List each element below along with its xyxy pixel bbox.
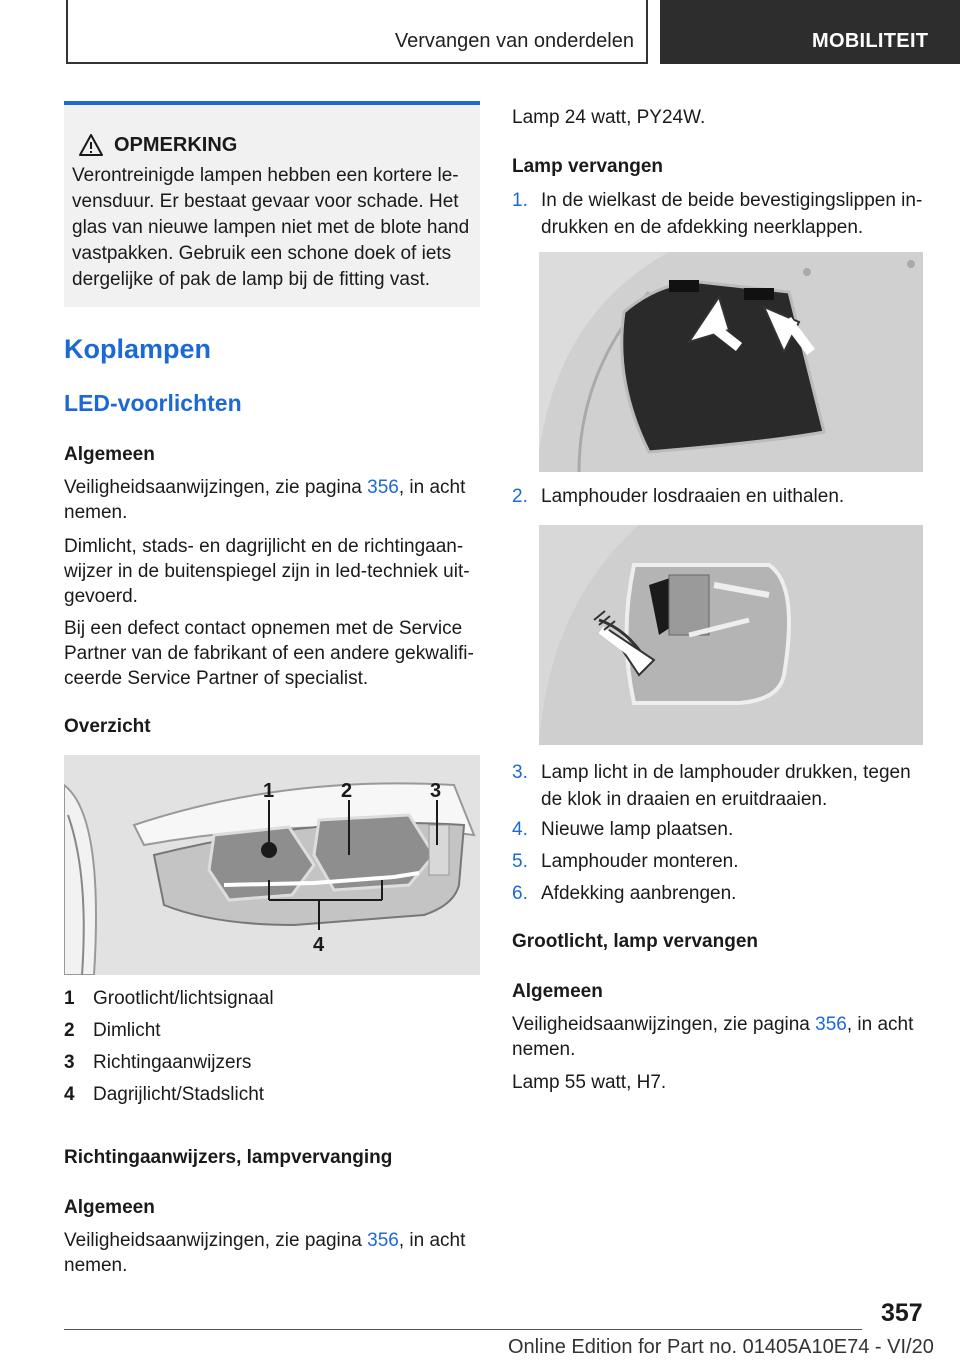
step-item: [512, 483, 930, 510]
step-text: Lamp licht in de lamphouder drukken, tegen de klok in draaien en eruitdraaien.: [541, 762, 911, 810]
safety-text-pre: Veiligheidsaanwijzingen, zie pagina: [64, 477, 368, 498]
callout-3: 3: [430, 780, 442, 802]
legend-text: Richtingaanwijzers: [93, 1052, 252, 1073]
heading-overzicht: Overzicht: [64, 716, 151, 737]
legend-item: [64, 1052, 251, 1074]
step-item: [512, 848, 930, 875]
step-number: 4.: [512, 819, 528, 840]
safety-text-post: , in acht nemen.: [64, 1230, 466, 1276]
step-item: [512, 880, 930, 907]
lamp-spec-24w: Lamp 24 watt, PY24W.: [512, 107, 706, 128]
safety-text-pre: Veiligheidsaanwijzingen, zie pagina: [64, 1230, 368, 1251]
safety-text-pre: Veiligheidsaanwijzingen, zie pagina: [512, 1014, 816, 1035]
cover-removal-figure: [539, 252, 923, 472]
header-chapter-label: MOBILITEIT: [812, 30, 929, 52]
legend-number: 3: [64, 1052, 75, 1073]
legend-item: [64, 988, 274, 1010]
heading-led-voorlichten: LED-voorlichten: [64, 390, 242, 416]
step-text: Lamphouder monteren.: [541, 851, 739, 872]
heading-algemeen-3: Algemeen: [512, 981, 603, 1002]
safety-note-1: [64, 475, 474, 525]
heading-richtingaanwijzers: Richtingaanwijzers, lampvervanging: [64, 1147, 393, 1168]
step-number: 1.: [512, 190, 528, 211]
step-item: [512, 759, 930, 813]
safety-text-post: , in acht nemen.: [64, 477, 466, 523]
callout-4: 4: [313, 934, 325, 956]
step-item: [512, 816, 930, 843]
heading-koplampen: Koplampen: [64, 334, 212, 364]
legend-item: [64, 1020, 161, 1042]
heading-grootlicht: Grootlicht, lamp vervangen: [512, 931, 758, 952]
header-section-box: [66, 0, 648, 64]
note-title: OPMERKING: [114, 133, 238, 156]
step-text: Afdekking aanbrengen.: [541, 883, 737, 904]
footer-divider: [64, 1329, 862, 1330]
step-number: 6.: [512, 883, 528, 904]
header-chapter-tab[interactable]: [660, 0, 960, 64]
safety-text-post: , in acht nemen.: [512, 1014, 914, 1060]
step-text: Nieuwe lamp plaatsen.: [541, 819, 734, 840]
lamp-holder-figure: [539, 525, 923, 745]
heading-lamp-vervangen: Lamp vervangen: [512, 156, 663, 177]
paragraph-service: Bij een defect contact opnemen met de Service Partner van de fabrikant of een andere gekwalificeerde Service Partner of specialist.: [64, 618, 474, 689]
safety-note-2: [64, 1228, 474, 1278]
heading-algemeen-2: Algemeen: [64, 1197, 155, 1218]
step-text: In de wielkast de beide bevestigingslippen indrukken en de afdekking neerklappen.: [541, 190, 923, 238]
page-link-356[interactable]: 356: [815, 1014, 847, 1035]
legend-number: 2: [64, 1020, 75, 1041]
page-link-356[interactable]: 356: [367, 477, 399, 498]
note-box: [64, 101, 480, 307]
legend-text: Grootlicht/lichtsignaal: [93, 988, 274, 1009]
step-text: Lamphouder losdraaien en uithalen.: [541, 486, 845, 507]
callout-1: 1: [263, 780, 275, 802]
safety-note-3: [512, 1012, 922, 1062]
legend-text: Dagrijlicht/Stadslicht: [93, 1084, 265, 1105]
page-link-356[interactable]: 356: [367, 1230, 399, 1251]
lamp-spec-55w: Lamp 55 watt, H7.: [512, 1072, 667, 1093]
page-number: 357: [881, 1299, 923, 1327]
warning-icon: [78, 133, 104, 157]
legend-number: 4: [64, 1084, 75, 1105]
headlight-overview-figure: [64, 755, 480, 975]
callout-2: 2: [341, 780, 353, 802]
footer-edition: Online Edition for Part no. 01405A10E74 - VI/20: [508, 1336, 934, 1358]
legend-number: 1: [64, 988, 75, 1009]
header-section-title: Vervangen van onderdelen: [394, 30, 634, 52]
step-number: 3.: [512, 762, 528, 783]
heading-algemeen-1: Algemeen: [64, 444, 155, 465]
step-number: 2.: [512, 486, 528, 507]
legend-item: [64, 1084, 264, 1106]
legend-text: Dimlicht: [93, 1020, 161, 1041]
note-header: [78, 133, 237, 157]
paragraph-led: Dimlicht, stads- en dagrijlicht en de richtingaanwijzer in de buitenspiegel zijn in led-techniek uitgevoerd.: [64, 536, 470, 607]
note-body: Verontreinigde lampen hebben een kortere levensduur. Er bestaat gevaar voor schade. Het glas van nieuwe lampen niet met de blote hand vastpakken. Gebruik een schone doek of iets dergelijke of pak de lamp bij de fitting vast.: [72, 165, 470, 290]
step-item: [512, 187, 930, 241]
step-number: 5.: [512, 851, 528, 872]
